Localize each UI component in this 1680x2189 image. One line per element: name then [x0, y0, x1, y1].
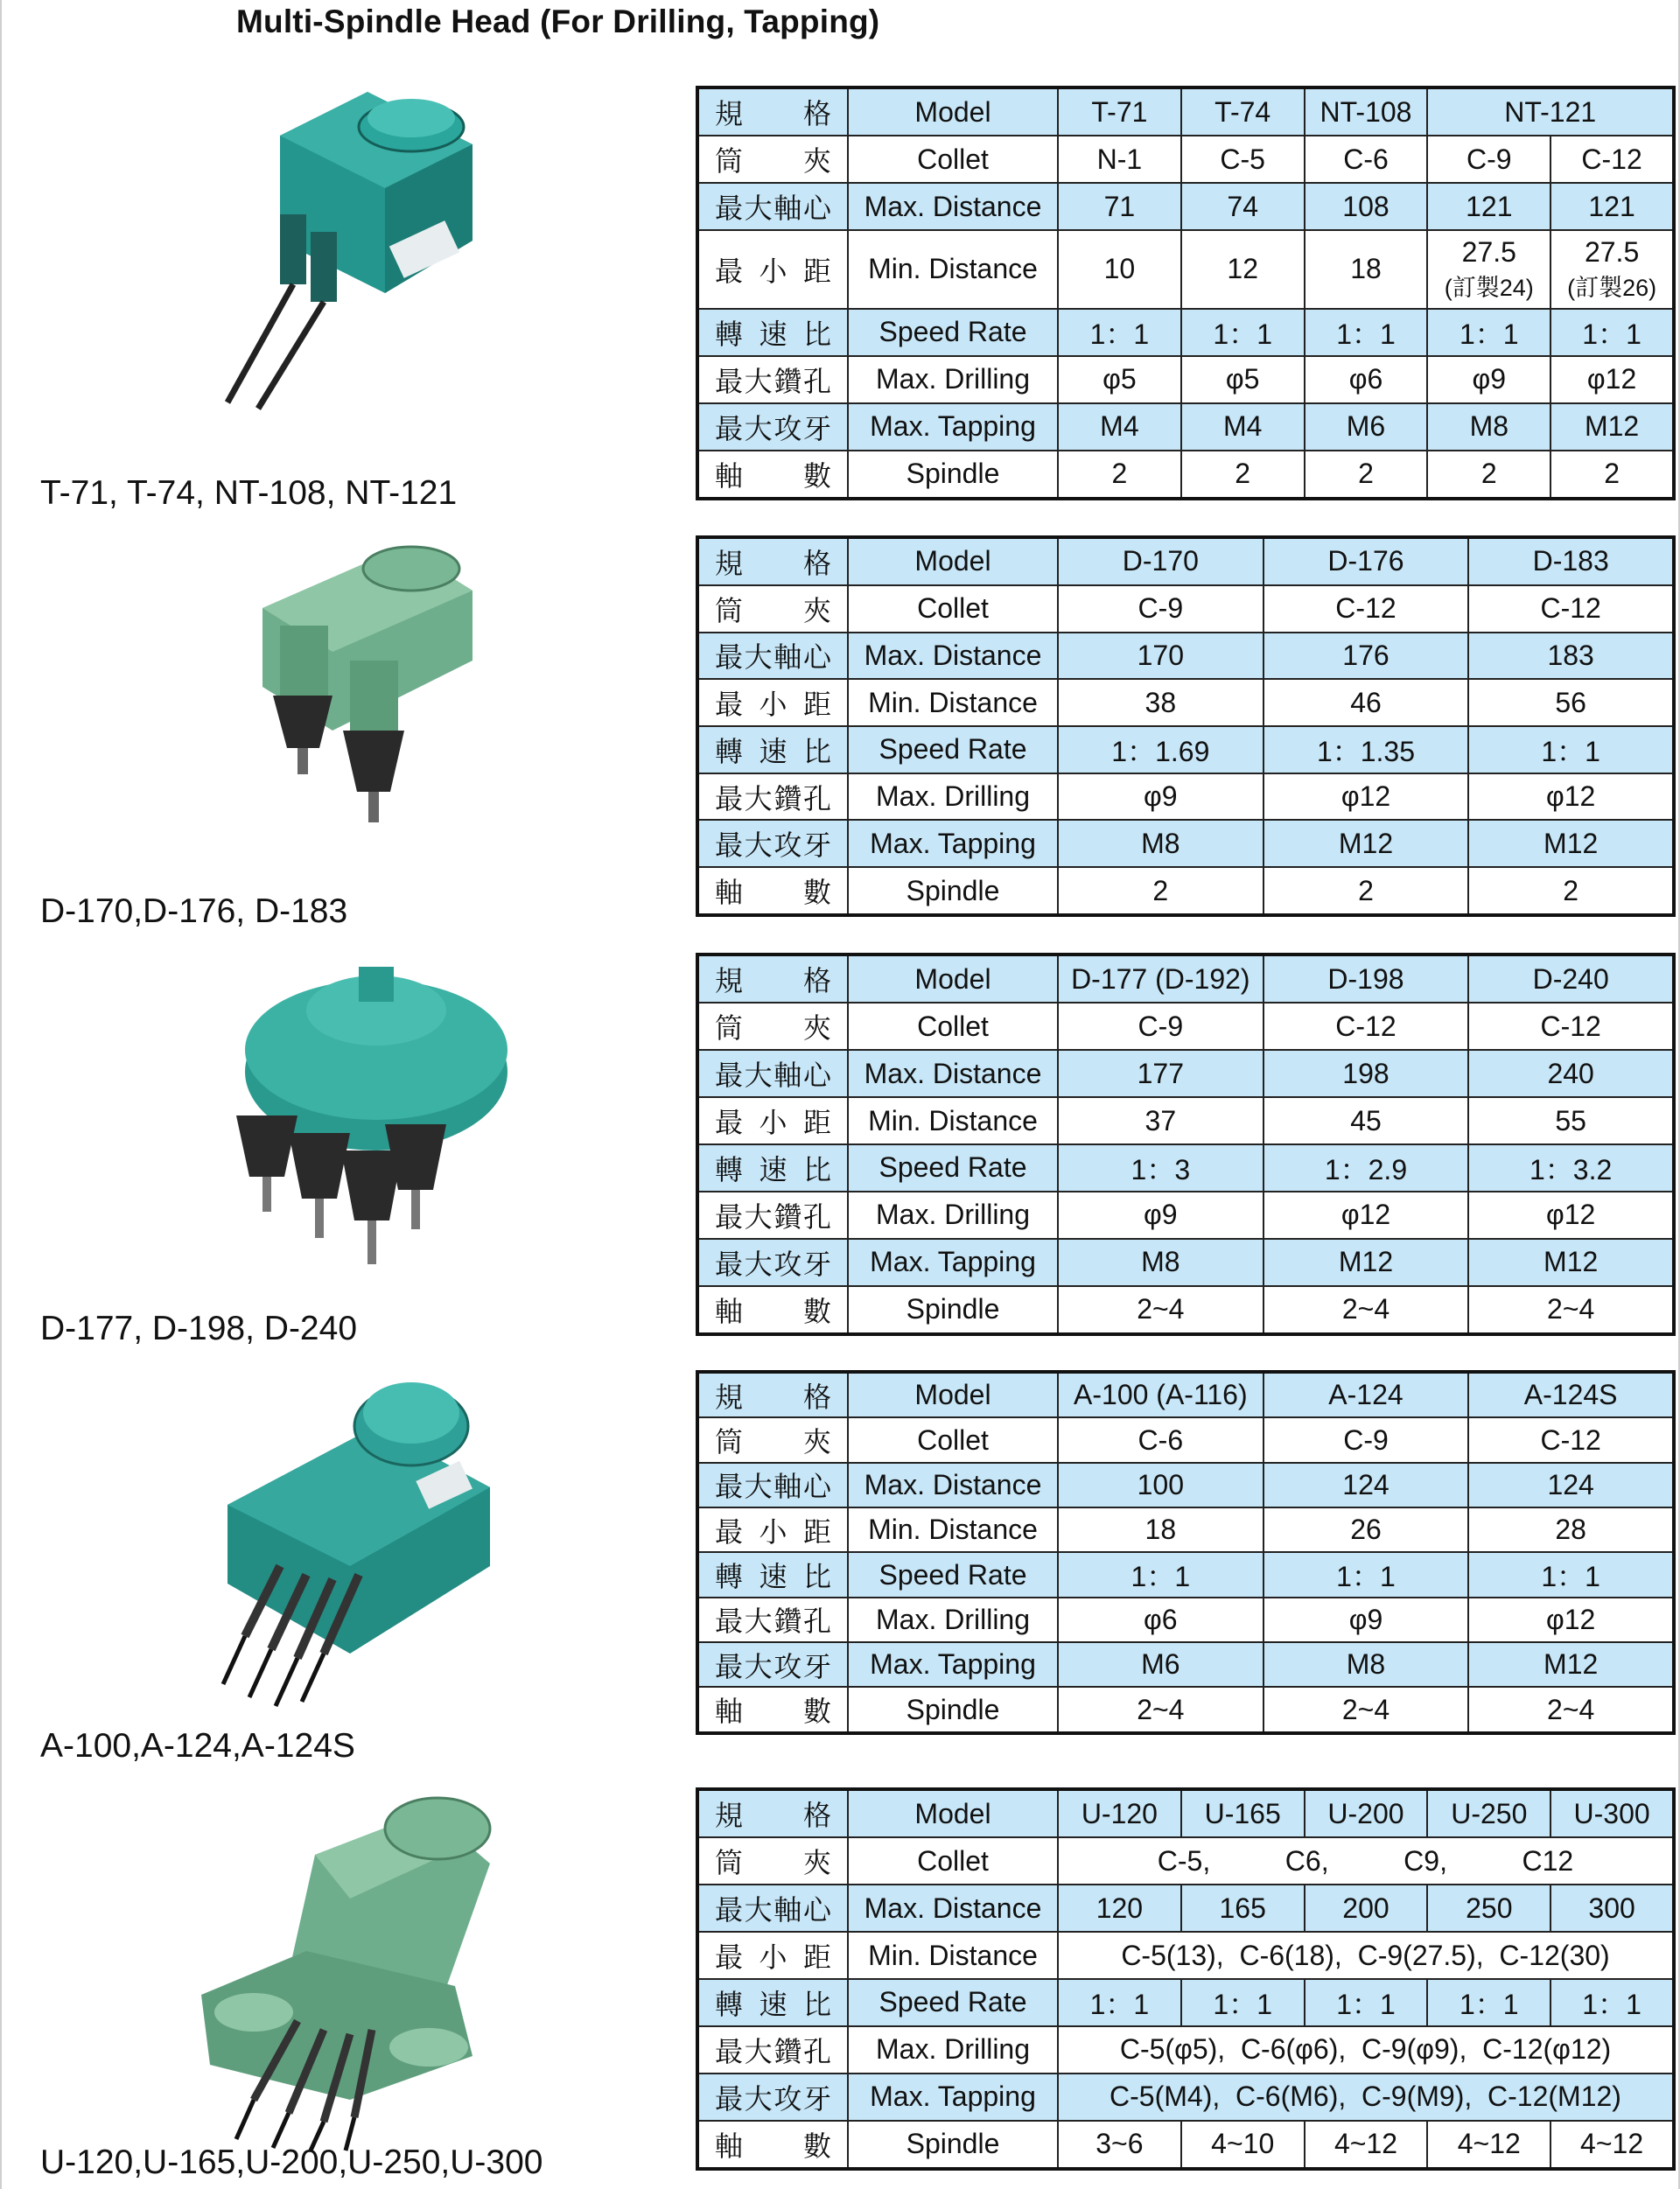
table-row	[697, 867, 1674, 915]
row-label-en: Min. Distance	[848, 1097, 1058, 1144]
value-cell: φ5	[1058, 356, 1181, 403]
value-cell: 1：1	[1058, 1979, 1181, 2026]
value-cell	[1427, 230, 1550, 309]
row-label-en: Min. Distance	[848, 679, 1058, 726]
value-cell: φ9	[1058, 1192, 1264, 1239]
value-cell: 177	[1058, 1050, 1264, 1097]
value-cell: C-9	[1058, 585, 1264, 633]
row-label-zh: 最大鑽孔	[697, 2026, 848, 2074]
row-label-en: Min. Distance	[848, 1932, 1058, 1979]
value-cell: φ12	[1468, 1598, 1674, 1642]
value-cell: C-12	[1264, 1003, 1469, 1050]
value-cell: M8	[1264, 1642, 1469, 1687]
value-cell: φ5	[1181, 356, 1305, 403]
table-row	[697, 1837, 1674, 1885]
value-cell: 121	[1550, 183, 1674, 230]
model-cell: U-300	[1550, 1789, 1674, 1837]
value-cell: C-12	[1468, 1003, 1674, 1050]
value-cell: φ12	[1468, 1192, 1674, 1239]
value-cell: 56	[1468, 679, 1674, 726]
value-note: (訂製26)	[1567, 274, 1657, 301]
value-cell: 2~4	[1264, 1286, 1469, 1334]
model-cell: D-170	[1058, 537, 1264, 585]
value-cell: C-12	[1264, 585, 1469, 633]
table-row	[697, 633, 1674, 680]
row-label-zh: 規 格	[697, 1372, 848, 1417]
value-text: C6,	[1284, 1844, 1329, 1877]
row-label-zh: 筒 夾	[697, 1003, 848, 1050]
value-cell-span: C-5(13), C-6(18), C-9(27.5), C-12(30)	[1058, 1932, 1674, 1979]
value-cell: C-6	[1305, 136, 1428, 183]
value-cell: M4	[1181, 403, 1305, 451]
row-label-en: Max. Distance	[848, 1050, 1058, 1097]
value-cell: 1：1	[1058, 1552, 1264, 1597]
table-row	[697, 1097, 1674, 1144]
value-cell: 74	[1181, 183, 1305, 230]
value-cell: 170	[1058, 633, 1264, 680]
row-label-zh: 筒 夾	[697, 1837, 848, 1885]
value-cell: φ12	[1550, 356, 1674, 403]
row-label-zh: 最大軸心	[697, 633, 848, 680]
universal-joint-head-image	[175, 1785, 525, 2152]
value-cell: 124	[1264, 1463, 1469, 1507]
table-row	[697, 403, 1674, 451]
value-cell: 2	[1181, 451, 1305, 499]
value-cell: 37	[1058, 1097, 1264, 1144]
spec-table-u-series	[696, 1787, 1676, 2171]
row-label-zh: 最 小 距	[697, 679, 848, 726]
row-label-en: Spindle	[848, 1687, 1058, 1733]
value-cell: C-9	[1058, 1003, 1264, 1050]
table-row	[697, 356, 1674, 403]
table-row	[697, 955, 1674, 1003]
table-row	[697, 1932, 1674, 1979]
spec-table-t-series	[696, 86, 1676, 500]
table-row	[697, 1144, 1674, 1192]
table-row	[697, 1192, 1674, 1239]
value-cell: 4~12	[1305, 2121, 1428, 2169]
table-row	[697, 1417, 1674, 1462]
value-text: C9,	[1404, 1844, 1447, 1877]
row-label-zh: 軸 數	[697, 1286, 848, 1334]
model-cell: NT-121	[1427, 87, 1674, 136]
row-label-en: Max. Tapping	[848, 2074, 1058, 2121]
table-row	[697, 1239, 1674, 1286]
row-label-en: Speed Rate	[848, 1552, 1058, 1597]
value-cell: 4~12	[1550, 2121, 1674, 2169]
section-caption: D-177, D-198, D-240	[40, 1310, 358, 1347]
spec-table-d-series-b	[696, 953, 1676, 1336]
model-cell: U-120	[1058, 1789, 1181, 1837]
row-label-zh: 最 小 距	[697, 1932, 848, 1979]
value-cell: φ6	[1058, 1598, 1264, 1642]
row-label-zh: 最大攻牙	[697, 820, 848, 867]
model-cell: U-250	[1427, 1789, 1550, 1837]
row-label-zh: 最大鑽孔	[697, 1598, 848, 1642]
table-row	[697, 1003, 1674, 1050]
model-cell: U-165	[1181, 1789, 1305, 1837]
table-row	[697, 1598, 1674, 1642]
value-cell: C-12	[1468, 1417, 1674, 1462]
row-label-zh: 軸 數	[697, 867, 848, 915]
value-cell: C-5	[1181, 136, 1305, 183]
row-label-zh: 軸 數	[697, 2121, 848, 2169]
table-row	[697, 773, 1674, 821]
value-cell: 1：1.69	[1058, 726, 1264, 773]
value-cell: M12	[1468, 1239, 1674, 1286]
value-cell: 71	[1058, 183, 1181, 230]
table-row	[697, 1050, 1674, 1097]
row-label-zh: 最大攻牙	[697, 2074, 848, 2121]
section-caption: U-120,U-165,U-200,U-250,U-300	[40, 2144, 543, 2181]
row-label-zh: 最 小 距	[697, 1507, 848, 1552]
row-label-en: Max. Drilling	[848, 773, 1058, 821]
table-row	[697, 820, 1674, 867]
value-cell: 1：1	[1550, 1979, 1674, 2026]
row-label-zh: 最 小 距	[697, 1097, 848, 1144]
value-cell: M6	[1305, 403, 1428, 451]
row-label-zh: 最大軸心	[697, 1885, 848, 1932]
row-label-en: Max. Tapping	[848, 1239, 1058, 1286]
table-row	[697, 1372, 1674, 1417]
row-label-en: Max. Tapping	[848, 403, 1058, 451]
value-cell: 1：1.35	[1264, 726, 1469, 773]
value-cell: C-6	[1058, 1417, 1264, 1462]
row-label-en: Max. Distance	[848, 1463, 1058, 1507]
value-text: 27.5	[1461, 235, 1516, 268]
row-label-zh: 轉 速 比	[697, 309, 848, 356]
table-row	[697, 1286, 1674, 1334]
value-cell: C-12	[1468, 585, 1674, 633]
model-cell: A-124	[1264, 1372, 1469, 1417]
row-label-en: Spindle	[848, 2121, 1058, 2169]
table-row	[697, 87, 1674, 136]
value-cell: 240	[1468, 1050, 1674, 1097]
value-cell: 1：1	[1181, 309, 1305, 356]
table-row	[697, 1642, 1674, 1687]
value-cell: 2	[1058, 867, 1264, 915]
table-row	[697, 1463, 1674, 1507]
row-label-en: Collet	[848, 1417, 1058, 1462]
row-label-zh: 最大軸心	[697, 1050, 848, 1097]
row-label-zh: 轉 速 比	[697, 726, 848, 773]
row-label-zh: 筒 夾	[697, 585, 848, 633]
value-cell: 18	[1305, 230, 1428, 309]
row-label-en: Max. Drilling	[848, 1192, 1058, 1239]
value-cell: φ9	[1058, 773, 1264, 821]
row-label-zh: 最大鑽孔	[697, 1192, 848, 1239]
table-row	[697, 1687, 1674, 1733]
row-label-en: Model	[848, 955, 1058, 1003]
value-cell: C-12	[1550, 136, 1674, 183]
value-cell: 2~4	[1058, 1687, 1264, 1733]
value-cell: 1：3	[1058, 1144, 1264, 1192]
value-cell: 1：1	[1264, 1552, 1469, 1597]
row-label-en: Max. Distance	[848, 183, 1058, 230]
row-label-zh: 軸 數	[697, 451, 848, 499]
two-spindle-head-image	[175, 83, 525, 416]
adjustable-spindle-head-image	[175, 1374, 525, 1719]
row-label-zh: 最大軸心	[697, 1463, 848, 1507]
value-cell: 4~12	[1427, 2121, 1550, 2169]
value-cell: 26	[1264, 1507, 1469, 1552]
value-cell: 2	[1550, 451, 1674, 499]
value-cell: M12	[1264, 1239, 1469, 1286]
table-row	[697, 183, 1674, 230]
value-cell: φ6	[1305, 356, 1428, 403]
model-cell: D-177 (D-192)	[1058, 955, 1264, 1003]
value-cell-span	[1058, 1837, 1674, 1885]
value-cell: M6	[1058, 1642, 1264, 1687]
model-cell: A-100 (A-116)	[1058, 1372, 1264, 1417]
row-label-en: Spindle	[848, 867, 1058, 915]
row-label-en: Spindle	[848, 1286, 1058, 1334]
row-label-en: Min. Distance	[848, 230, 1058, 309]
value-cell	[1550, 230, 1674, 309]
row-label-en: Collet	[848, 1837, 1058, 1885]
spec-table-d-series-a	[696, 535, 1676, 917]
value-text: 27.5	[1584, 235, 1640, 268]
row-label-zh: 規 格	[697, 537, 848, 585]
table-row	[697, 726, 1674, 773]
value-cell: 250	[1427, 1885, 1550, 1932]
value-cell: 18	[1058, 1507, 1264, 1552]
row-label-en: Max. Drilling	[848, 2026, 1058, 2074]
table-row	[697, 2121, 1674, 2169]
value-cell: 100	[1058, 1463, 1264, 1507]
row-label-en: Spindle	[848, 451, 1058, 499]
row-label-zh: 轉 速 比	[697, 1979, 848, 2026]
value-cell: 10	[1058, 230, 1181, 309]
value-cell: 165	[1181, 1885, 1305, 1932]
value-cell: 2~4	[1468, 1286, 1674, 1334]
value-text: C12	[1522, 1844, 1574, 1877]
value-cell: 2~4	[1468, 1687, 1674, 1733]
model-cell: A-124S	[1468, 1372, 1674, 1417]
value-cell: 28	[1468, 1507, 1674, 1552]
table-row	[697, 309, 1674, 356]
value-cell: 2~4	[1264, 1687, 1469, 1733]
value-cell: 120	[1058, 1885, 1181, 1932]
value-cell: 1：1	[1468, 726, 1674, 773]
model-cell: NT-108	[1305, 87, 1428, 136]
value-cell: 2	[1427, 451, 1550, 499]
row-label-en: Model	[848, 1789, 1058, 1837]
row-label-en: Collet	[848, 585, 1058, 633]
row-label-en: Max. Tapping	[848, 1642, 1058, 1687]
table-row	[697, 1507, 1674, 1552]
value-cell: 176	[1264, 633, 1469, 680]
value-cell: 46	[1264, 679, 1469, 726]
row-label-zh: 規 格	[697, 955, 848, 1003]
table-row	[697, 2074, 1674, 2121]
value-cell: φ12	[1264, 1192, 1469, 1239]
row-label-zh: 最大攻牙	[697, 403, 848, 451]
value-cell: C-9	[1427, 136, 1550, 183]
row-label-zh: 轉 速 比	[697, 1144, 848, 1192]
row-label-zh: 軸 數	[697, 1687, 848, 1733]
model-cell: T-74	[1181, 87, 1305, 136]
table-row	[697, 2026, 1674, 2074]
value-text: C-5,	[1157, 1844, 1211, 1877]
value-cell: φ12	[1264, 773, 1469, 821]
value-cell: 200	[1305, 1885, 1428, 1932]
table-row	[697, 585, 1674, 633]
model-cell: D-240	[1468, 955, 1674, 1003]
table-row	[697, 1885, 1674, 1932]
row-label-zh: 最 小 距	[697, 230, 848, 309]
model-cell: D-198	[1264, 955, 1469, 1003]
value-cell-span: C-5(M4), C-6(M6), C-9(M9), C-12(M12)	[1058, 2074, 1674, 2121]
value-cell: M12	[1468, 1642, 1674, 1687]
table-row	[697, 537, 1674, 585]
row-label-en: Speed Rate	[848, 309, 1058, 356]
value-cell: 1：1	[1550, 309, 1674, 356]
table-row	[697, 1789, 1674, 1837]
value-cell: 300	[1550, 1885, 1674, 1932]
value-cell: φ12	[1468, 773, 1674, 821]
section-caption: A-100,A-124,A-124S	[40, 1727, 355, 1765]
value-cell: M12	[1264, 820, 1469, 867]
row-label-zh: 規 格	[697, 87, 848, 136]
value-cell: 2	[1305, 451, 1428, 499]
table-row	[697, 451, 1674, 499]
model-cell: D-183	[1468, 537, 1674, 585]
row-label-en: Max. Drilling	[848, 356, 1058, 403]
row-label-zh: 轉 速 比	[697, 1552, 848, 1597]
value-cell: 1：1	[1305, 309, 1428, 356]
value-cell: 1：1	[1305, 1979, 1428, 2026]
value-cell: M8	[1427, 403, 1550, 451]
table-row	[697, 679, 1674, 726]
value-cell: M4	[1058, 403, 1181, 451]
row-label-zh: 筒 夾	[697, 136, 848, 183]
section-caption: T-71, T-74, NT-108, NT-121	[40, 474, 458, 512]
value-cell: 121	[1427, 183, 1550, 230]
value-cell: M8	[1058, 820, 1264, 867]
value-cell: M12	[1550, 403, 1674, 451]
value-cell: 124	[1468, 1463, 1674, 1507]
row-label-en: Speed Rate	[848, 1979, 1058, 2026]
row-label-en: Max. Distance	[848, 633, 1058, 680]
value-cell: 198	[1264, 1050, 1469, 1097]
model-cell: T-71	[1058, 87, 1181, 136]
spec-table-a-series	[696, 1370, 1676, 1735]
row-label-zh: 最大攻牙	[697, 1239, 848, 1286]
value-cell: C-9	[1264, 1417, 1469, 1462]
value-cell: 45	[1264, 1097, 1469, 1144]
value-cell: 1：1	[1468, 1552, 1674, 1597]
value-cell: N-1	[1058, 136, 1181, 183]
value-cell: 183	[1468, 633, 1674, 680]
model-cell: D-176	[1264, 537, 1469, 585]
value-cell: 108	[1305, 183, 1428, 230]
table-row	[697, 1552, 1674, 1597]
value-cell: 2	[1468, 867, 1674, 915]
value-cell: 2	[1264, 867, 1469, 915]
value-cell: 38	[1058, 679, 1264, 726]
value-cell: M12	[1468, 820, 1674, 867]
value-cell: 1：1	[1058, 309, 1181, 356]
value-cell: 1：2.9	[1264, 1144, 1469, 1192]
model-cell: U-200	[1305, 1789, 1428, 1837]
value-cell-span: C-5(φ5), C-6(φ6), C-9(φ9), C-12(φ12)	[1058, 2026, 1674, 2074]
value-cell: φ9	[1427, 356, 1550, 403]
value-note: (訂製24)	[1444, 274, 1534, 301]
twin-chuck-head-image	[175, 529, 525, 840]
value-cell: 2~4	[1058, 1286, 1264, 1334]
value-cell: 4~10	[1181, 2121, 1305, 2169]
row-label-zh: 規 格	[697, 1789, 848, 1837]
row-label-en: Collet	[848, 1003, 1058, 1050]
row-label-zh: 筒 夾	[697, 1417, 848, 1462]
row-label-en: Model	[848, 537, 1058, 585]
row-label-zh: 最大軸心	[697, 183, 848, 230]
row-label-en: Model	[848, 1372, 1058, 1417]
value-cell: M8	[1058, 1239, 1264, 1286]
row-label-zh: 最大攻牙	[697, 1642, 848, 1687]
row-label-en: Speed Rate	[848, 726, 1058, 773]
row-label-en: Model	[848, 87, 1058, 136]
value-cell: φ9	[1264, 1598, 1469, 1642]
row-label-en: Min. Distance	[848, 1507, 1058, 1552]
value-cell: 1：1	[1427, 1979, 1550, 2026]
table-row	[697, 136, 1674, 183]
value-cell: 3~6	[1058, 2121, 1181, 2169]
row-label-en: Max. Tapping	[848, 820, 1058, 867]
table-row	[697, 230, 1674, 309]
row-label-en: Speed Rate	[848, 1144, 1058, 1192]
row-label-zh: 最大鑽孔	[697, 773, 848, 821]
value-cell: 1：1	[1427, 309, 1550, 356]
table-row	[697, 1979, 1674, 2026]
value-cell: 2	[1058, 451, 1181, 499]
value-cell: 12	[1181, 230, 1305, 309]
row-label-en: Max. Drilling	[848, 1598, 1058, 1642]
section-caption: D-170,D-176, D-183	[40, 892, 348, 930]
value-cell: 1：3.2	[1468, 1144, 1674, 1192]
row-label-zh: 最大鑽孔	[697, 356, 848, 403]
value-cell: 55	[1468, 1097, 1674, 1144]
row-label-en: Collet	[848, 136, 1058, 183]
value-cell: 1：1	[1181, 1979, 1305, 2026]
page-title: Multi-Spindle Head (For Drilling, Tapping)	[236, 3, 880, 39]
row-label-en: Max. Distance	[848, 1885, 1058, 1932]
four-chuck-head-image	[175, 958, 525, 1299]
